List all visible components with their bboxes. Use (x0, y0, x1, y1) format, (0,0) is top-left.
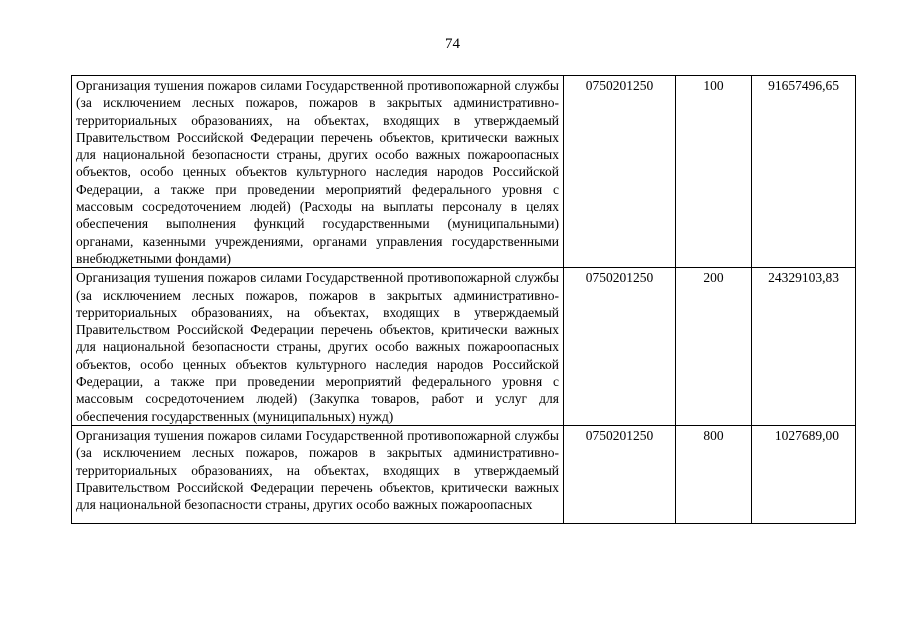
row-expense-type: 100 (676, 76, 752, 268)
table-row (72, 268, 856, 426)
row-description (72, 425, 564, 523)
budget-table (71, 75, 856, 524)
row-description-text: Организация тушения пожаров силами Государственной противопожарной службы (за исключением лесных пожаров, пожаров в закрытых административно-территориальных образованиях, на объектах, входящих в утверждаемый Правительством Российской Федерации перечень объектов, критически важных для национальной безопасности страны, других особо важных пожароопасных (76, 427, 559, 513)
row-amount: 24329103,83 (752, 268, 856, 426)
row-amount: 91657496,65 (752, 76, 856, 268)
row-description: Организация тушения пожаров силами Государственной противопожарной службы (за исключением лесных пожаров, пожаров в закрытых административно-территориальных образованиях, на объектах, входящих в утверждаемый Правительством Российской Федерации перечень объектов, критически важных для национальной безопасности страны, других особо важных пожароопасных объектов, особо ценных объектов культурного наследия народов Российской Федерации, а также при проведении мероприятий федерального уровня с массовым сосредоточением людей) (Закупка товаров, работ и услуг для обеспечения государственных (муниципальных) нужд) (72, 268, 564, 426)
row-expense-type: 800 (676, 425, 752, 523)
row-target-code: 0750201250 (564, 76, 676, 268)
table-row (72, 425, 856, 523)
row-target-code: 0750201250 (564, 268, 676, 426)
page-number: 74 (445, 36, 460, 52)
row-expense-type: 200 (676, 268, 752, 426)
row-amount: 1027689,00 (752, 425, 856, 523)
table-row (72, 76, 856, 268)
row-description: Организация тушения пожаров силами Государственной противопожарной службы (за исключением лесных пожаров, пожаров в закрытых административно-территориальных образованиях, на объектах, входящих в утверждаемый Правительством Российской Федерации перечень объектов, критически важных для национальной безопасности страны, других особо важных пожароопасных объектов, особо ценных объектов культурного наследия народов Российской Федерации, а также при проведении мероприятий федерального уровня с массовым сосредоточением людей) (Расходы на выплаты персоналу в целях обеспечения выполнения функций государственными (муниципальными) органами, казенными учреждениями, органами управления государственными внебюджетными фондами) (72, 76, 564, 268)
row-target-code: 0750201250 (564, 425, 676, 523)
